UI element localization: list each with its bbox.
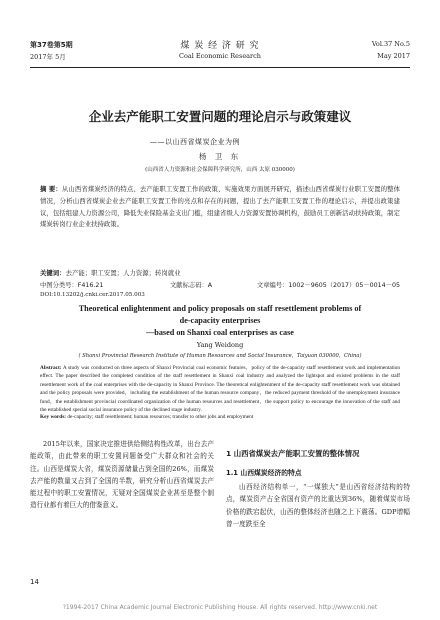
keywords-en-label: Key words: xyxy=(40,414,67,420)
doi: DOI:10.13202/j.cnki.cer.2017.05.003 xyxy=(40,292,145,298)
page-number: 14 xyxy=(30,578,39,586)
volume-en: Vol.37 No.5 xyxy=(371,40,410,48)
journal-name-en: Coal Economic Research xyxy=(179,52,261,60)
english-title-line1: Theoretical enlightenment and policy proposals on staff resettlement problems of xyxy=(78,304,362,313)
article-title: 企业去产能职工安置问题的理论启示与政策建议 xyxy=(88,109,352,124)
header-rule xyxy=(30,67,410,68)
abstract-cn-text: 从山西省煤炭经济的特点、去产能职工安置工作的政策、实施效果方面展开研究，描述山西省煤炭行业职工安置的整体情况，分析山西省煤炭企业去产能职工安置工作的亮点和存在的问题，提出了去产能职工安置工作的理论启示，并提出政策建议，包括组建人力资源公司，降低失业保险基金支出门槛，组建省级人力资源安置协调机构，鼓励员工创新活动扶持政策，制定煤炭转岗行业企业扶持政策。 xyxy=(40,185,400,229)
body-right-column xyxy=(226,438,410,530)
article-number: 文章编号：1002－9605（2017）05－0014－05 xyxy=(256,282,400,289)
keywords-cn-label: 关键词： xyxy=(40,269,66,277)
journal-header xyxy=(30,40,410,64)
keywords-en xyxy=(40,414,400,420)
abstract-en xyxy=(40,364,400,414)
abstract-en-text: A study was conducted on three aspects of Shanxi Provincial coal economic features，policy of the de-capacity staff resettlement work and implementation effect. The paper described the completed condition of the staff resettlement in Shanxi coal industry and analyzed the lightspot and existed problems in the staff resettlement work of the coal enterprises with the de-capacity in Shanxi Province. The theoretical enlightenment of the de-capacity staff resettlement work was obtained and the policy proposals were provided，including the establishment of the human resource company，the reduced payment threshold of the unemployment insurance fund，the establishment provincial coordinated organization of the human resources and resettlement，the support policy to encourage the innovation of the staff and the established special social insurance policy of the declined stage industry. xyxy=(40,365,400,414)
body-right-paragraph: 山西经济结构单一，“一煤独大”是山西省经济结构的特点，煤炭资产占全省国有资产的比重达到36%，随着煤炭市场价格的跌宕起伏，山西的整体经济也随之上下震荡。GDP增幅曾一度跌至全 xyxy=(226,483,410,528)
body-left-column: 2015年以来，国家决定推进供给侧结构性改革，出台去产能政策，由此带来的职工安置问题备受广大群众和社会的关注。山西是煤炭大省，煤炭资源储量占到全国的26%，而煤炭去产能的数量又占到了全国的半数，研究分析山西省煤炭去产能过程中的职工安置情况，无疑对全国煤炭企业甚至是整个制造行业都有着巨大的借鉴意义。 xyxy=(30,440,214,510)
author-affiliation: (山西省人力资源和社会保障科学研究所，山西 太原 030000) xyxy=(145,167,295,173)
subsection-heading: 1.1 山西煤炭经济的特点 xyxy=(226,469,302,477)
abstract-cn-label: 摘 要： xyxy=(40,185,62,193)
journal-name-cn: 煤 炭 经 济 研 究 xyxy=(180,41,260,51)
document-code: 文献标志码：A xyxy=(170,282,213,289)
date-cn: 2017年 5月 xyxy=(30,53,66,61)
abstract-en-label: Abstract: xyxy=(40,365,62,371)
keywords-cn-text: 去产能；职工安置；人力资源；转岗就业 xyxy=(65,269,181,277)
english-author: Yang Weidong xyxy=(196,341,244,349)
abstract-cn xyxy=(40,184,400,231)
keywords-cn xyxy=(40,268,400,277)
copyright-line: ?1994-2017 China Academic Journal Electronic Publishing House. All rights reserved. http://www.cnki.net xyxy=(62,604,378,611)
clc-number: 中图分类号：F416.21 xyxy=(40,282,104,289)
date-en: May 2017 xyxy=(377,52,410,60)
section-heading: 1 山西省煤炭去产能职工安置的整体情况 xyxy=(226,449,360,458)
english-title xyxy=(50,303,390,339)
volume-issue-cn: 第37卷第5期 xyxy=(30,41,73,49)
english-title-line3: —based on Shanxi coal enterprises as case xyxy=(146,328,294,337)
english-title-line2: de-capacity enterprises xyxy=(179,316,261,325)
english-affiliation: ( Shanxi Provincial Research Institute of Human Resources and Social Insurance，Taiyuan 030000，China) xyxy=(78,353,362,359)
article-author: 杨 卫 东 xyxy=(198,152,242,161)
article-subtitle: ——以山西省煤炭企业为例 xyxy=(150,138,240,146)
keywords-en-text: de-capacity; staff resettlement; human resources; transfer to other jobs and employment xyxy=(67,414,254,420)
